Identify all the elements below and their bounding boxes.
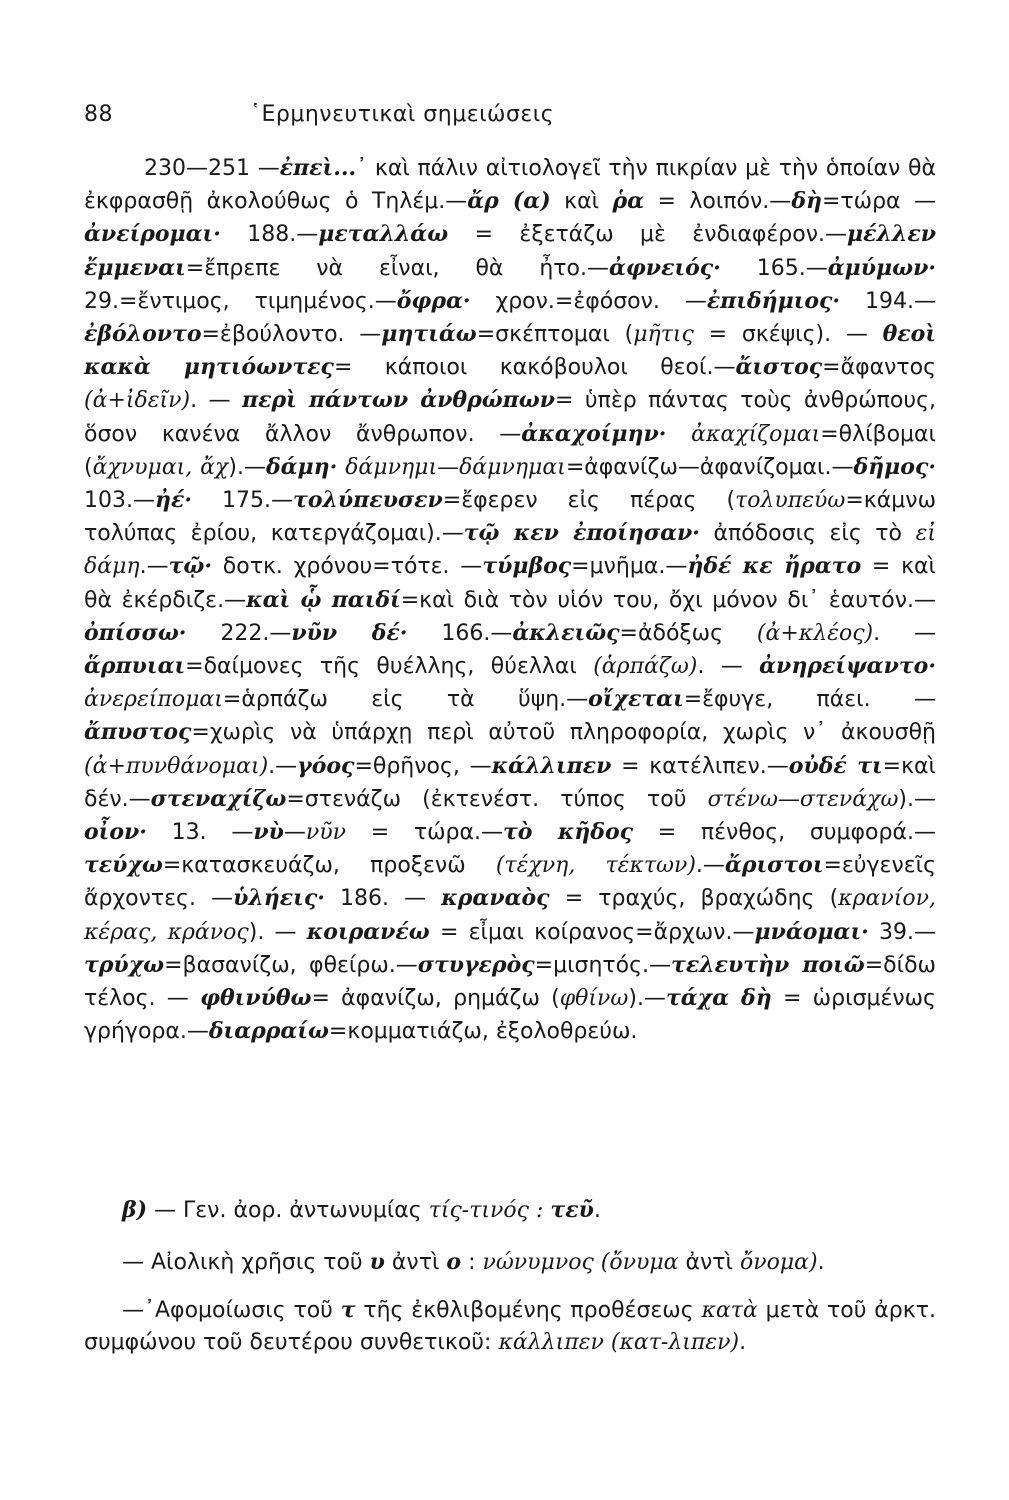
gloss-text: =ἁρπάζω εἰς τὰ ὕψη.— [222, 687, 589, 713]
gloss-text: 103.— [84, 488, 155, 514]
lemma-term: τάχα δὴ [665, 985, 772, 1012]
lemma-term: ἄρ (α) [467, 188, 551, 215]
etymology-text: νώνυμνος (ὄνυμα [482, 1250, 679, 1275]
gloss-text: ἀπόδοσις εἰς τὸ [699, 521, 916, 547]
gloss-text: χρον.=ἐφόσον. — [470, 288, 707, 314]
lemma-term: ὄφρα· [396, 287, 471, 314]
gloss-text: 29.=ἔντιμος, τιμημένος.— [84, 288, 397, 314]
lemma-term: β) [122, 1197, 148, 1223]
lemma-term: ἄιστος [735, 354, 823, 381]
gloss-text: 166.— [407, 620, 513, 646]
gloss-text: =θρῆνος, — [354, 753, 492, 779]
gloss-text: = ἀφανίζω, ρημάζω ( [311, 986, 560, 1012]
running-title: ῾Ερμηνευτικαὶ σημειώσεις [250, 102, 555, 127]
gloss-text: ).— [898, 786, 936, 812]
lemma-term: τεῦ [550, 1197, 594, 1223]
gloss-text: =καὶ δέν.— [84, 753, 936, 812]
etymology-text: δάμνημι—δάμνημαι [345, 454, 566, 480]
lemma-term: ο [446, 1249, 462, 1275]
gloss-text [666, 422, 691, 447]
lemma-term: γόος [297, 752, 355, 779]
gloss-text: ).— [228, 454, 266, 480]
gloss-text: =βασανίζω, φθείρω.— [164, 952, 418, 978]
gloss-text: ἀντὶ [678, 1250, 740, 1275]
lemma-term: τὸ κῆδος [502, 819, 634, 846]
gloss-text: =δαίμονες τῆς θυέλλης, θύελλαι [185, 654, 594, 680]
etymology-text: νῦν [305, 820, 346, 846]
lemma-term: κάλλιπεν [491, 752, 612, 779]
lemma-term: ἄριστοι [724, 852, 824, 879]
gloss-text: ᾿ καὶ πάλιν αἰτιολογεῖ τὴν πικρίαν μὲ τὴν ὁποίαν θὰ ἐκφρασθῇ ἀκολούθως ὁ Τηλέμ.— [84, 156, 936, 215]
gloss-text: =μισητός.— [534, 952, 672, 978]
gloss-text: = τώρα.— [345, 820, 503, 846]
lemma-term: ἅρπυιαι [84, 653, 186, 680]
etymology-text: (τέχνη, τέκτων) [495, 853, 696, 879]
gloss-text: 230—251 — [144, 156, 280, 181]
gloss-text: — Αἰολικὴ χρῆσις τοῦ [122, 1250, 370, 1275]
gloss-text: =χωρὶς νὰ ὑπάρχῃ περὶ αὐτοῦ πληροφορία, χωρὶς ν᾿ ἀκουσθῇ [191, 720, 936, 746]
etymology-text: μῆτις [633, 322, 694, 348]
gloss-text: . — [697, 654, 760, 680]
gloss-text: = πένθος, συμφορά.— [633, 820, 936, 846]
lemma-term: ὀπίσσω· [84, 619, 187, 646]
gloss-text: =κατασκευάζω, προξενῶ [162, 853, 496, 879]
etymology-text: ἀκαχίζομαι [691, 421, 821, 447]
lemma-term: νὺ [253, 819, 284, 846]
gloss-text: = καὶ θὰ ἐκέρδιζε.— [84, 554, 936, 613]
etymology-text: κατὰ [701, 1298, 758, 1323]
gloss-text: 188.— [220, 222, 319, 248]
gloss-text: — [283, 820, 306, 846]
gloss-text: . — [190, 388, 242, 414]
etymology-text: εἰ δάμη [84, 521, 937, 580]
lemma-term: τελευτὴν ποιῶ [671, 951, 865, 978]
gloss-text: .— [695, 853, 725, 879]
lemma-term: νῦν δέ· [291, 619, 408, 646]
lemma-term: ἐβόλοντο [84, 321, 202, 348]
gloss-text: — Γεν. ἀορ. ἀντωνυμίας [147, 1198, 429, 1223]
lemma-term: φθινύθω [200, 985, 312, 1012]
gloss-text: =ἀδόξως [619, 620, 757, 646]
etymology-text: ἄχνυμαι, ἄχ [92, 454, 229, 480]
gloss-text: ἀντὶ [384, 1250, 447, 1275]
gloss-text: =κάμνω τολύπας ἐρίου, κατεργάζομαι).— [84, 488, 936, 547]
etymology-text: ἀνερείπομαι [84, 687, 223, 713]
gloss-text: ).— [628, 986, 666, 1012]
commentary-paragraph-assimilation [84, 1294, 936, 1359]
gloss-text: = τραχύς, βραχώδης ( [549, 886, 839, 912]
lemma-term: κραναὸς [441, 885, 550, 912]
lemma-term: τολύπευσεν [293, 487, 443, 514]
etymology-text: στένω—στενάχω [707, 786, 899, 812]
lemma-term: μέλλεν ἔμμεναι [84, 221, 936, 281]
lemma-term: ἐπεὶ... [279, 155, 357, 181]
gloss-text: =ἄφαντος [822, 355, 936, 381]
lemma-term: περὶ πάντων ἀνθρώπων [241, 387, 555, 414]
lemma-term: οἴχεται [588, 686, 684, 713]
gloss-text [337, 455, 345, 480]
gloss-text: 175.— [192, 488, 294, 514]
gloss-text: .— [139, 554, 169, 580]
lemma-term: ἀφνειός· [608, 254, 721, 281]
gloss-text: 194.— [840, 288, 936, 314]
etymology-text: τολυπεύω [735, 488, 846, 514]
lemma-term: δὴ [791, 188, 822, 215]
etymology-text: (ἁρπάζω) [593, 654, 698, 680]
gloss-text: 186. — [324, 886, 442, 912]
lemma-term: μητιάω [381, 321, 477, 348]
gloss-text: = ὑπὲρ πάντας τοὺς ἀνθρώπους, ὅσον κανένα ἄλλον ἄνθρωπον. — [84, 388, 936, 447]
gloss-text: =τώρα — [821, 189, 937, 215]
gloss-text: =σκέπτομαι ( [476, 322, 634, 348]
lemma-term: ἀνείρομαι· [84, 221, 221, 248]
gloss-text: ). — [248, 919, 307, 945]
gloss-text: . — [873, 620, 936, 646]
gloss-text: =καὶ διὰ τὸν υἱόν του, ὄχι μόνον δι᾿ ἑαυτόν.— [400, 587, 937, 613]
lemma-term: τ [340, 1297, 356, 1323]
etymology-text: (ἀ+πυνθάνομαι) [84, 753, 269, 779]
gloss-text: 222.— [186, 620, 292, 646]
commentary-paragraph-main [84, 152, 936, 1048]
gloss-text: —᾿Αφομοίωσις τοῦ [122, 1298, 341, 1323]
gloss-text: =ἔφυγε, πάει. — [683, 687, 936, 713]
lemma-term: δάμη· [265, 453, 338, 480]
gloss-text: = σκέψις). — [693, 322, 883, 348]
lemma-term: ἠέ· [154, 487, 193, 514]
commentary-paragraph-aeolic [84, 1246, 936, 1279]
etymology-text: ὄνομα) [739, 1250, 818, 1275]
lemma-term: μνάομαι· [754, 918, 869, 945]
etymology-text: κρανίον, κέρας, κράνος [84, 886, 936, 945]
gloss-text: =θλίβομαι ( [84, 421, 937, 480]
commentary-paragraph-beta [84, 1194, 936, 1227]
lemma-term: μεταλλάω [318, 221, 449, 248]
lemma-term: δῆμος· [853, 453, 936, 480]
lemma-term: καὶ ᾧ παιδί [246, 586, 401, 613]
lemma-term: θεοὶ κακὰ μητιόωντες [84, 321, 936, 381]
lemma-term: ἠδέ κε ἤρατο [687, 553, 862, 580]
gloss-text: =στενάζω (ἐκτενέστ. τύπος τοῦ [286, 786, 708, 812]
gloss-text: = εἶμαι κοίρανος=ἄρχων.— [429, 919, 755, 945]
gloss-text: = κάποιοι κακόβουλοι θεοί.— [333, 355, 736, 381]
lemma-term: στεναχίζω [150, 785, 287, 812]
lemma-term: οἶον· [84, 819, 147, 846]
lemma-term: τρύχω [84, 951, 165, 978]
gloss-text: =ἔπρεπε νὰ εἶναι, θὰ ἦτο.— [185, 255, 609, 281]
etymology-text: φθίνω [559, 986, 629, 1012]
etymology-text: (ἀ+κλέος) [756, 620, 874, 646]
gloss-text: =ἔφερεν εἰς πέρας ( [442, 488, 736, 514]
gloss-text: μετὰ τοῦ ἀρκτ. συμφώνου τοῦ δευτέρου συνθετικοῦ: [84, 1298, 936, 1356]
gloss-text: τῆς ἐκθλιβομένης προθέσεως [355, 1298, 702, 1323]
gloss-text: .— [268, 753, 298, 779]
lemma-term: ἀκαχοίμην· [521, 420, 667, 447]
lemma-term: ἀμύμων· [827, 254, 937, 281]
gloss-text: =κομματιάζω, ἐξολοθρεύω. [328, 1019, 638, 1045]
lemma-term: ἀκλειῶς [512, 619, 620, 646]
gloss-text: 13. — [146, 820, 254, 846]
gloss-text: : [461, 1250, 483, 1275]
lemma-term: ῥα [612, 188, 645, 215]
lemma-term: κοιρανέω [306, 918, 430, 945]
lemma-term: οὐδέ τι [788, 752, 883, 779]
gloss-text: καὶ [550, 189, 613, 215]
gloss-text: =μνῆμα.— [571, 554, 688, 580]
etymology-text: (ἀ+ἰδεῖν) [84, 388, 191, 414]
gloss-text: 165.— [720, 255, 828, 281]
gloss-text: = κατέλιπεν.— [611, 753, 789, 779]
gloss-text: = ἐξετάζω μὲ ἐνδιαφέρον.— [448, 222, 848, 248]
gloss-text: . [593, 1198, 601, 1223]
page-number: 88 [84, 102, 113, 127]
lemma-term: στυγερὸς [417, 951, 535, 978]
gloss-text: δοτκ. χρόνου=τότε. — [212, 554, 483, 580]
gloss-text: =δίδω τέλος. — [84, 952, 936, 1012]
lemma-term: διαρραίω [208, 1018, 329, 1045]
lemma-term: ἀνηρείψαντο· [759, 653, 937, 680]
gloss-text: =εὐγενεῖς ἄρχοντες. — [84, 853, 936, 912]
gloss-text: . [739, 1330, 747, 1356]
gloss-text: = λοιπόν.— [644, 189, 792, 215]
etymology-text: τίς-τινός : [428, 1198, 544, 1223]
lemma-term: τύμβος [482, 553, 572, 580]
gloss-text: =ἀφανίζω—ἀφανίζομαι.— [565, 454, 854, 480]
lemma-term: υ [369, 1249, 385, 1275]
gloss-text: 39.— [868, 919, 936, 945]
gloss-text: . [817, 1250, 825, 1275]
lemma-term: τεύχω [84, 852, 163, 879]
lemma-term: ὑλήεις· [233, 885, 325, 912]
gloss-text: =ἐβούλοντο. — [201, 322, 382, 348]
etymology-text: κάλλιπεν (κατ-λιπεν) [498, 1330, 740, 1356]
lemma-term: τῷ κεν ἐποίησαν· [463, 520, 700, 547]
lemma-term: ἄπυστος [84, 719, 192, 746]
lemma-term: τῷ· [168, 553, 213, 580]
gloss-text: = ὡρισμένως γρήγορα.— [84, 986, 936, 1045]
lemma-term: ἐπιδήμιος· [706, 287, 841, 314]
